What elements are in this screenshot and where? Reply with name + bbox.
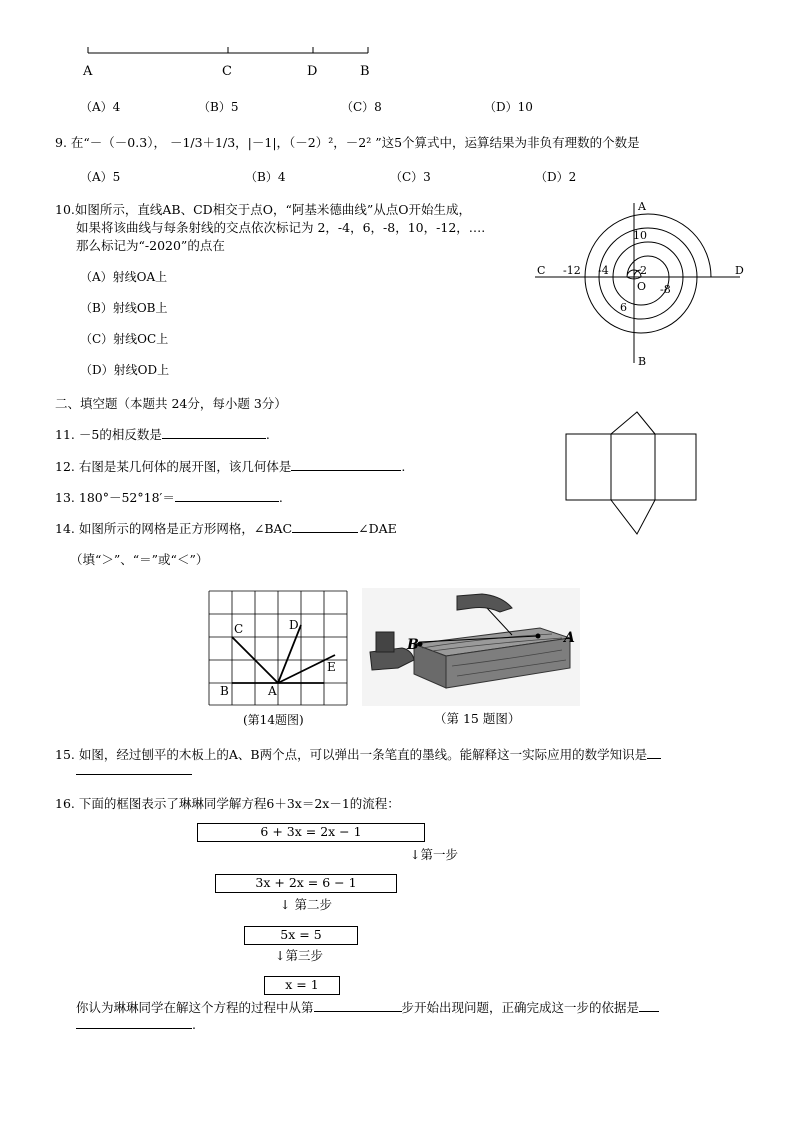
q10-text-1: 如图所示，直线AB、CD相交于点O，“阿基米德曲线”从点O开始生成， [74, 202, 471, 217]
point-label-a: A [83, 64, 93, 79]
q10-option-b[interactable]: （B）射线OB上 [80, 301, 168, 315]
q8-option-c[interactable]: （C）8 [341, 100, 382, 114]
q16-number: 16. [55, 796, 75, 811]
q10-mark-neg8: -8 [660, 283, 671, 296]
q10-option-a[interactable]: （A）射线OA上 [80, 270, 168, 284]
q15-text: 如图，经过刨平的木板上的A、B两个点，可以弹出一条笔直的墨线。能解释这一实际应用的数学知识是 [78, 747, 648, 762]
q14-caption: (第14题图) [243, 713, 304, 727]
q10-label-o: O [637, 280, 647, 293]
q16-step-label-3: ↓第三步 [275, 948, 323, 963]
q12-text: 右图是某几何体的展开图，该几何体是 [78, 459, 292, 474]
q10-number: 10. [55, 202, 75, 217]
q15-board-figure [362, 588, 580, 706]
q10-mark-6: 6 [620, 301, 627, 314]
q10-line-1 [55, 200, 471, 218]
q14-label-d: D [289, 618, 299, 632]
q16-answer-blank-basis-a[interactable] [639, 999, 659, 1012]
q13-stem [55, 488, 283, 506]
q16-answer-line [76, 1016, 196, 1032]
q10-label-d: D [735, 264, 744, 277]
q12-answer-blank[interactable] [291, 458, 401, 471]
q13-answer-blank[interactable] [175, 489, 279, 502]
section-2-title: 二、填空题（本题共 24分，每小题 3分） [55, 396, 287, 411]
q16-step-label-2: ↓ 第二步 [280, 897, 332, 912]
q16-answer-blank-basis-b[interactable] [76, 1016, 192, 1029]
q16-end: . [192, 1017, 196, 1032]
q10-label-c: C [537, 264, 546, 277]
q13-end: . [278, 490, 283, 505]
q15-stem [55, 745, 661, 763]
point-label-b: B [360, 64, 370, 79]
q9-stem [55, 133, 640, 151]
q16-question-text-2: 步开始出现问题，正确完成这一步的依据是 [401, 1000, 640, 1015]
q11-answer-blank[interactable] [162, 426, 266, 439]
q14-stem [55, 519, 397, 537]
q9-option-d[interactable]: （D）2 [535, 170, 577, 184]
q14-label-b: B [220, 684, 229, 698]
q11-text: －5的相反数是 [78, 427, 162, 442]
q10-label-a: A [638, 200, 646, 213]
q10-line-2: 如果将该曲线与每条射线的交点依次标记为 2，-4，6，-8，10，-12，…. [76, 220, 486, 235]
q11-stem [55, 425, 270, 443]
q13-text: 180°－52°18′＝ [78, 490, 175, 505]
q12-end: . [401, 459, 406, 474]
q10-option-d[interactable]: （D）射线OD上 [80, 363, 170, 377]
q9-option-b[interactable]: （B）4 [245, 170, 286, 184]
q16-step-box-3: 5x = 5 [244, 926, 358, 945]
q16-answer-blank-step[interactable] [314, 999, 402, 1012]
q11-end: . [265, 427, 270, 442]
q9-option-c[interactable]: （C）3 [390, 170, 431, 184]
q16-step-box-2: 3x + 2x = 6 − 1 [215, 874, 397, 893]
q12-number: 12. [55, 459, 75, 474]
q10-mark-neg4: -4 [598, 264, 609, 277]
q10-mark-neg12: -12 [563, 264, 581, 277]
q14-label-e: E [327, 660, 336, 674]
q10-line-3: 那么标记为“-2020”的点在 [76, 238, 225, 253]
q16-step-label-1: ↓第一步 [410, 847, 458, 862]
q16-question [76, 998, 659, 1016]
point-label-c: C [222, 64, 232, 79]
q8-option-a[interactable]: （A）4 [80, 100, 121, 114]
q8-option-b[interactable]: （B）5 [198, 100, 239, 114]
q14-number: 14. [55, 521, 75, 536]
q16-step-box-4: x = 1 [264, 976, 340, 995]
point-label-d: D [307, 64, 318, 79]
q14-label-a: A [268, 684, 277, 698]
q14-text: 如图所示的网格是正方形网格，∠BAC [78, 521, 293, 536]
q15-number: 15. [55, 747, 75, 762]
q14-label-c: C [234, 622, 244, 636]
q10-label-b: B [638, 355, 647, 368]
q12-stem [55, 457, 405, 475]
q16-step-box-1: 6 + 3x = 2x − 1 [197, 823, 425, 842]
q15-answer-blank-b[interactable] [76, 762, 192, 775]
q9-number: 9. [55, 135, 67, 150]
q9-text-post: ”这5个算式中，运算结果为非负有理数的个数是 [375, 135, 640, 150]
q8-option-d[interactable]: （D）10 [484, 100, 533, 114]
q16-stem [55, 794, 400, 812]
q10-mark-2: 2 [640, 264, 647, 277]
q15-caption: （第 15 题图） [434, 711, 521, 726]
q9-expression: －1/3＋1/3，|－1|，（－2）²，－2² [169, 135, 372, 150]
q15-label-b: B [407, 637, 419, 653]
q10-option-c[interactable]: （C）射线OC上 [80, 332, 169, 346]
q15-answer-blank-a[interactable] [647, 746, 661, 759]
q14-answer-blank[interactable] [292, 520, 358, 533]
q16-question-text: 你认为琳琳同学在解这个方程的过程中从第 [76, 1000, 314, 1015]
q10-mark-10: 10 [633, 229, 647, 242]
q9-text-pre: 在“－（－0.3）， [70, 135, 166, 150]
q11-number: 11. [55, 427, 75, 442]
q9-option-a[interactable]: （A）5 [80, 170, 121, 184]
q15-label-a: A [564, 630, 575, 646]
q13-number: 13. [55, 490, 75, 505]
q16-text: 下面的框图表示了琳琳同学解方程6＋3x＝2x－1的流程： [78, 796, 400, 811]
q14-text-2: ∠DAE [358, 521, 397, 536]
q12-net-figure [562, 410, 702, 540]
q14-hint: （填“＞”、“＝”或“＜”） [70, 552, 209, 567]
